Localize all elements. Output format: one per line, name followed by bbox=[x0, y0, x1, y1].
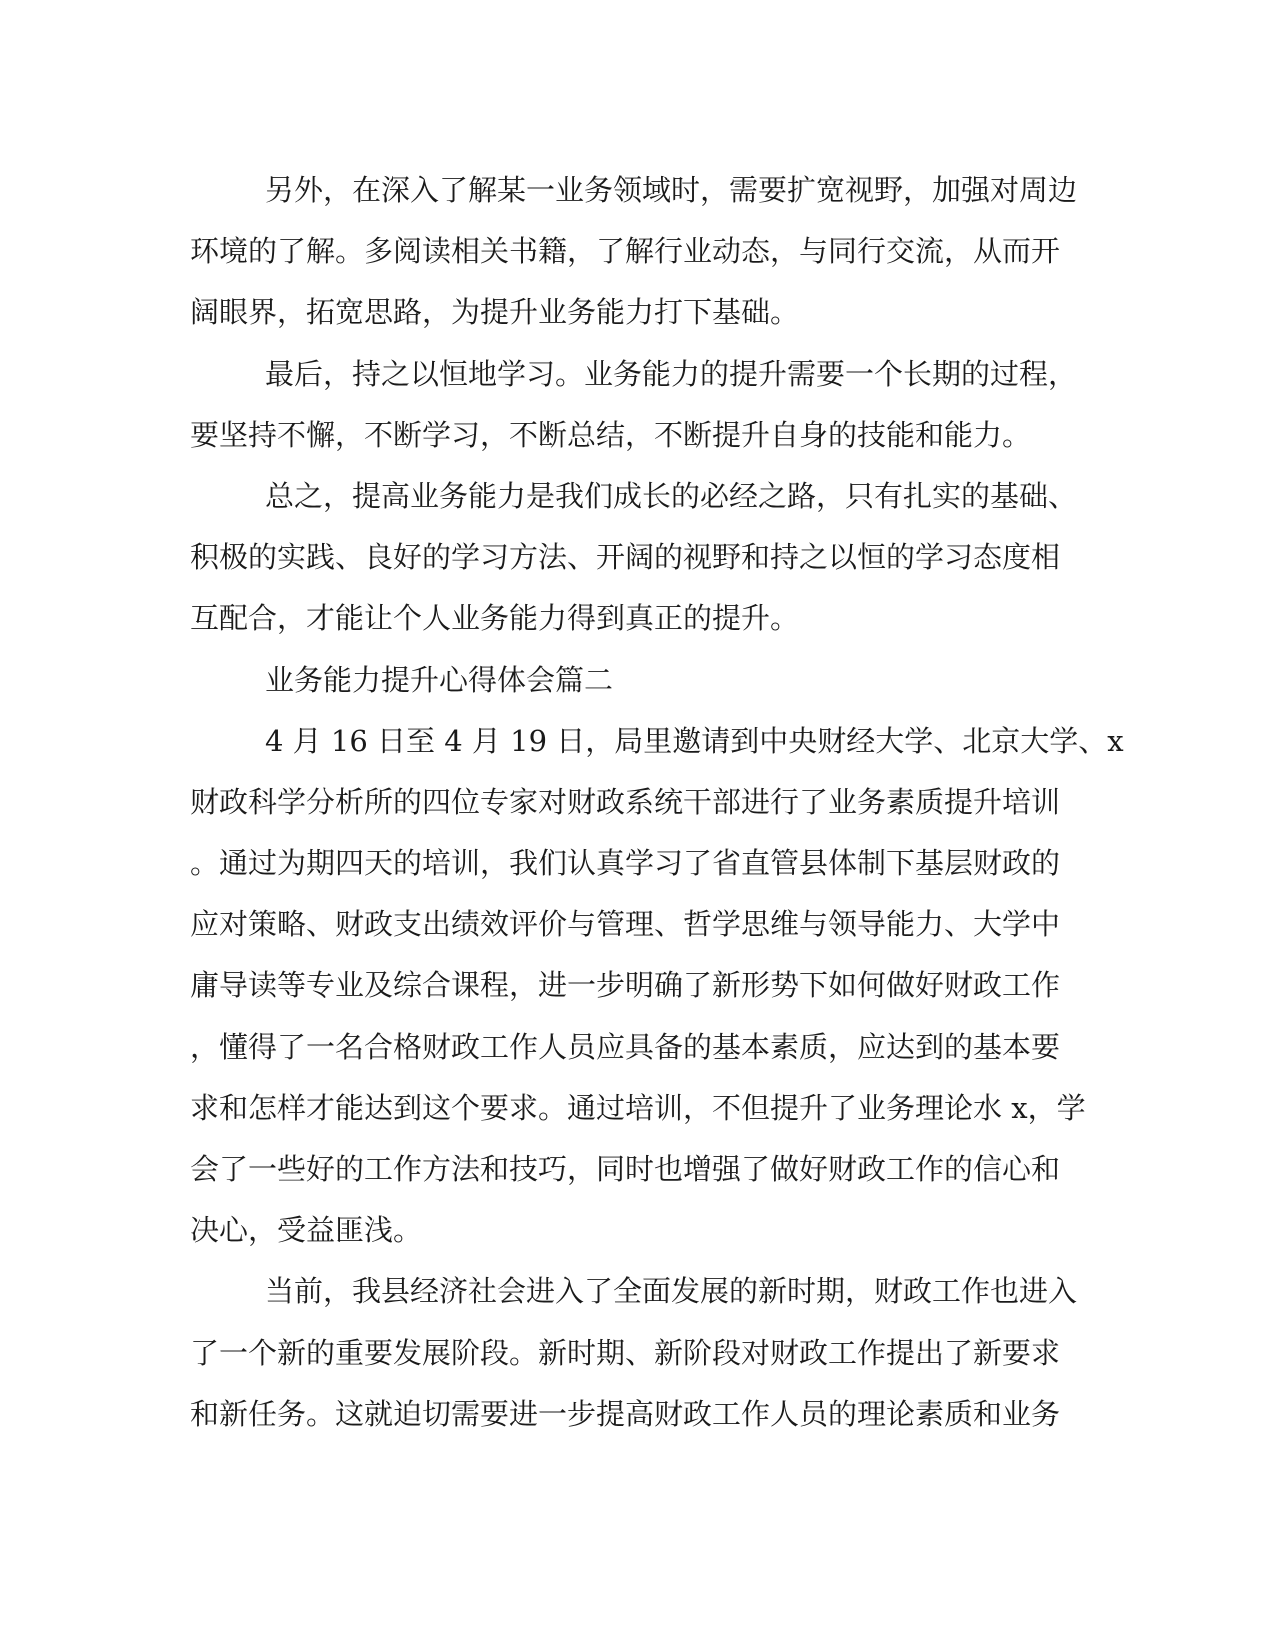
text-line: 最后，持之以恒地学习。业务能力的提升需要一个长期的过程， bbox=[265, 356, 1078, 391]
text-line: 求和怎样才能达到这个要求。通过培训，不但提升了业务理论水 x，学 bbox=[190, 1090, 1086, 1125]
text-line: 当前，我县经济社会进入了全面发展的新时期，财政工作也进入 bbox=[265, 1274, 1078, 1309]
text-line: 庸导读等专业及综合课程，进一步明确了新形势下如何做好财政工作 bbox=[190, 968, 1061, 1003]
text-line: 总之，提高业务能力是我们成长的必经之路，只有扎实的基础、 bbox=[265, 478, 1078, 513]
text-line: ，懂得了一名合格财政工作人员应具备的基本素质，应达到的基本要 bbox=[190, 1029, 1061, 1064]
text-line: 和新任务。这就迫切需要进一步提高财政工作人员的理论素质和业务 bbox=[190, 1396, 1061, 1431]
text-line: 环境的了解。多阅读相关书籍，了解行业动态，与同行交流，从而开 bbox=[190, 234, 1061, 269]
document-body bbox=[190, 160, 1124, 1445]
text-line: 会了一些好的工作方法和技巧，同时也增强了做好财政工作的信心和 bbox=[190, 1152, 1061, 1186]
text-line: 决心，受益匪浅。 bbox=[190, 1213, 423, 1248]
text-line: 应对策略、财政支出绩效评价与管理、哲学思维与领导能力、大学中 bbox=[190, 907, 1061, 942]
text-line: 。通过为期四天的培训，我们认真学习了省直管县体制下基层财政的 bbox=[190, 846, 1061, 881]
text-line: 阔眼界，拓宽思路，为提升业务能力打下基础。 bbox=[190, 295, 800, 330]
text-line: 4 月 16 日至 4 月 19 日，局里邀请到中央财经大学、北京大学、x bbox=[265, 723, 1124, 758]
text-line: 财政科学分析所的四位专家对财政系统干部进行了业务素质提升培训 bbox=[190, 784, 1061, 819]
section-heading: 业务能力提升心得体会篇二 bbox=[265, 662, 614, 697]
text-line: 积极的实践、良好的学习方法、开阔的视野和持之以恒的学习态度相 bbox=[190, 540, 1061, 575]
text-line: 要坚持不懈，不断学习，不断总结，不断提升自身的技能和能力。 bbox=[190, 417, 1032, 452]
text-line: 另外，在深入了解某一业务领域时，需要扩宽视野，加强对周边 bbox=[265, 173, 1078, 207]
text-line: 了一个新的重要发展阶段。新时期、新阶段对财政工作提出了新要求 bbox=[190, 1335, 1061, 1370]
text-line: 互配合，才能让个人业务能力得到真正的提升。 bbox=[190, 601, 800, 636]
